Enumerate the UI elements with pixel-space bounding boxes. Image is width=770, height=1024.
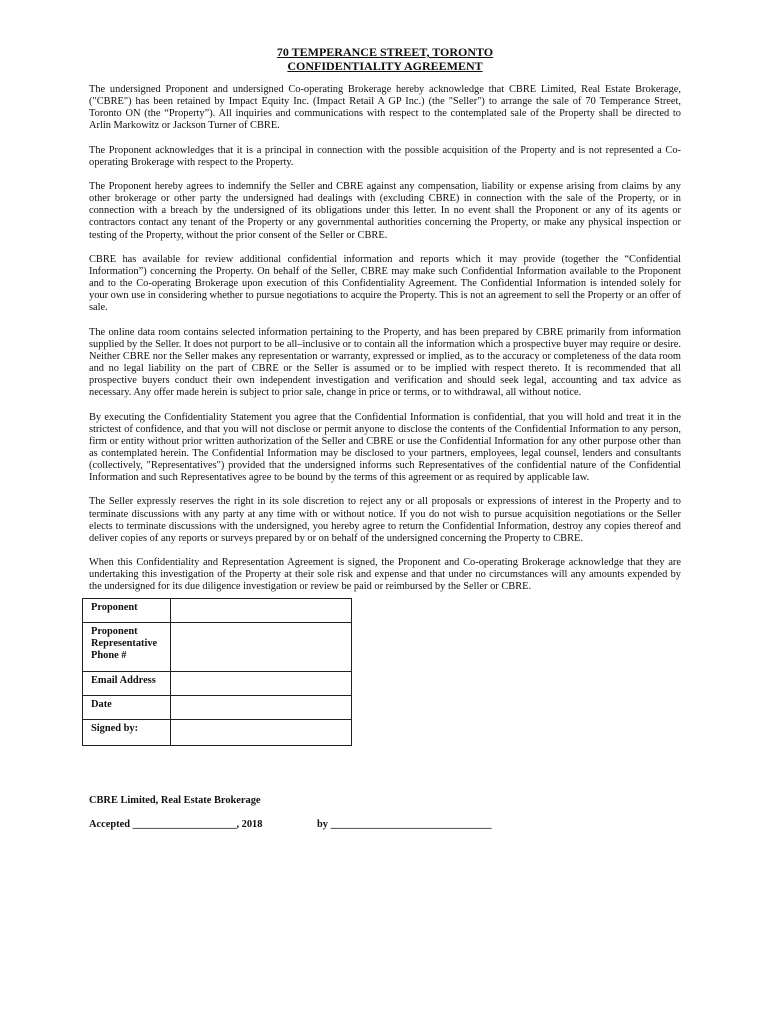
email-field[interactable] (171, 672, 352, 696)
proponent-label: Proponent (83, 599, 171, 623)
paragraph-confidentiality-statement: By executing the Confidentiality Statement you agree that the Confidential Information is confidential, that you will hold and treat it in the strictest of confidence, and that you will not disclose or permit anyone to disclose the contents of the Confidential Information to any person, firm or entity without prior written authorization of the Seller and CBRE or use the Confidential Information for any other purpose other than as contemplated herein. The Confidential Information may be disclosed to your partners, employees, legal counsel, lenders and consultants (collectively, "Representatives") provided that the undersigned informs such Representatives of the confidential nature of the Confidential Information and such Representatives agree to be bound by the terms of this agreement or as required by applicable law. (89, 411, 681, 484)
brokerage-name: CBRE Limited, Real Estate Brokerage (89, 795, 261, 806)
paragraph-data-room: The online data room contains selected information pertaining to the Property, and has been prepared by CBRE primarily from information supplied by the Seller. It does not purport to be all–inclusive or to contain all the information which a prospective buyer may require or desire. Neither CBRE nor the Seller makes any representation or warranty, expressed or implied, as to the accuracy or completeness of the data room and no legal liability on the part of CBRE or the Seller is assumed or to be implied with respect thereto. It is recommended that all prospective buyers conduct their own independent investigation and verification and should seek legal, accounting and tax advice as necessary. Any offer made herein is subject to prior sale, change in price or terms, or to withdrawal, all without notice. (89, 326, 681, 399)
by-signature-line: by _______________________________ (317, 819, 492, 830)
paragraph-principal: The Proponent acknowledges that it is a principal in connection with the possible acquisition of the Property and is not represented a Co-operating Brokerage with respect to the Property. (89, 144, 681, 168)
paragraph-indemnify: The Proponent hereby agrees to indemnify the Seller and CBRE against any compensation, liability or expense arising from claims by any other brokerage or other party the undersigned had dealings with (excluding CBRE) in connection with the sale of the Property, or in connection with a breach by the undersigned of its obligations under this letter. In no event shall the Proponent or any of its agents or contractors contact any tenant of the Property or any governmental authorities concerning the Property, or make any physical inspection or testing of the Property, without the prior consent of the Seller or CBRE. (89, 181, 681, 241)
representative-phone-label: Proponent Representative Phone # (83, 623, 171, 672)
representative-phone-field[interactable] (171, 623, 352, 672)
email-label: Email Address (83, 672, 171, 696)
paragraph-risk-expense: When this Confidentiality and Representation Agreement is signed, the Proponent and Co-operating Brokerage acknowledge that they are undertaking this investigation of the Property at their sole risk and expense and that under no circumstances will any amounts expended by the undersigned for its due diligence investigation or review be paid or reimbursed by the Seller or CBRE. (89, 557, 681, 593)
document-title (0, 45, 770, 73)
accepted-line: Accepted ____________________, 2018 (89, 819, 263, 830)
signed-by-label: Signed by: (83, 720, 171, 746)
title-line-agreement: CONFIDENTIALITY AGREEMENT (287, 59, 483, 73)
table-row (83, 720, 352, 746)
paragraph-retention: The undersigned Proponent and undersigned Co-operating Brokerage hereby acknowledge that CBRE Limited, Real Estate Brokerage, ("CBRE") has been retained by Impact Equity Inc. (Impact Retail A GP Inc.) (the "Seller") to arrange the sale of 70 Temperance Street, Toronto ON (the “Property”). All inquiries and communications with respect to the contemplated sale of the Property shall be directed to Arlin Markowitz or Jackson Turner of CBRE. (89, 84, 681, 132)
proponent-field[interactable] (171, 599, 352, 623)
title-line-address: 70 TEMPERANCE STREET, TORONTO (276, 45, 494, 59)
date-field[interactable] (171, 696, 352, 720)
table-row (83, 672, 352, 696)
date-label: Date (83, 696, 171, 720)
agreement-body (89, 84, 681, 606)
table-row (83, 623, 352, 672)
paragraph-confidential-info: CBRE has available for review additional confidential information and reports which it may provide (together the “Confidential Information”) concerning the Property. On behalf of the Seller, CBRE may make such Confidential Information available to the Proponent and to the Co-operating Brokerage upon execution of this Confidentiality Agreement. The Confidential Information is intended solely for your own use in considering whether to pursue negotiations to acquire the Property. This is not an agreement to sell the Property or an offer of sale. (89, 253, 681, 314)
paragraph-seller-rights: The Seller expressly reserves the right in its sole discretion to reject any or all proposals or expressions of interest in the Property and to terminate discussions with any party at any time with or without notice. If you do not wish to pursue acquisition negotiations or the Seller elects to terminate discussions with the undersigned, you hereby agree to return the Confidential Information, destroy any copies thereof and deliver copies of any reports or surveys prepared by or on behalf of the undersigned concerning the Property to CBRE. (89, 496, 681, 544)
table-row (83, 696, 352, 720)
table-row (83, 599, 352, 623)
proponent-info-table (82, 598, 352, 746)
signed-by-field[interactable] (171, 720, 352, 746)
